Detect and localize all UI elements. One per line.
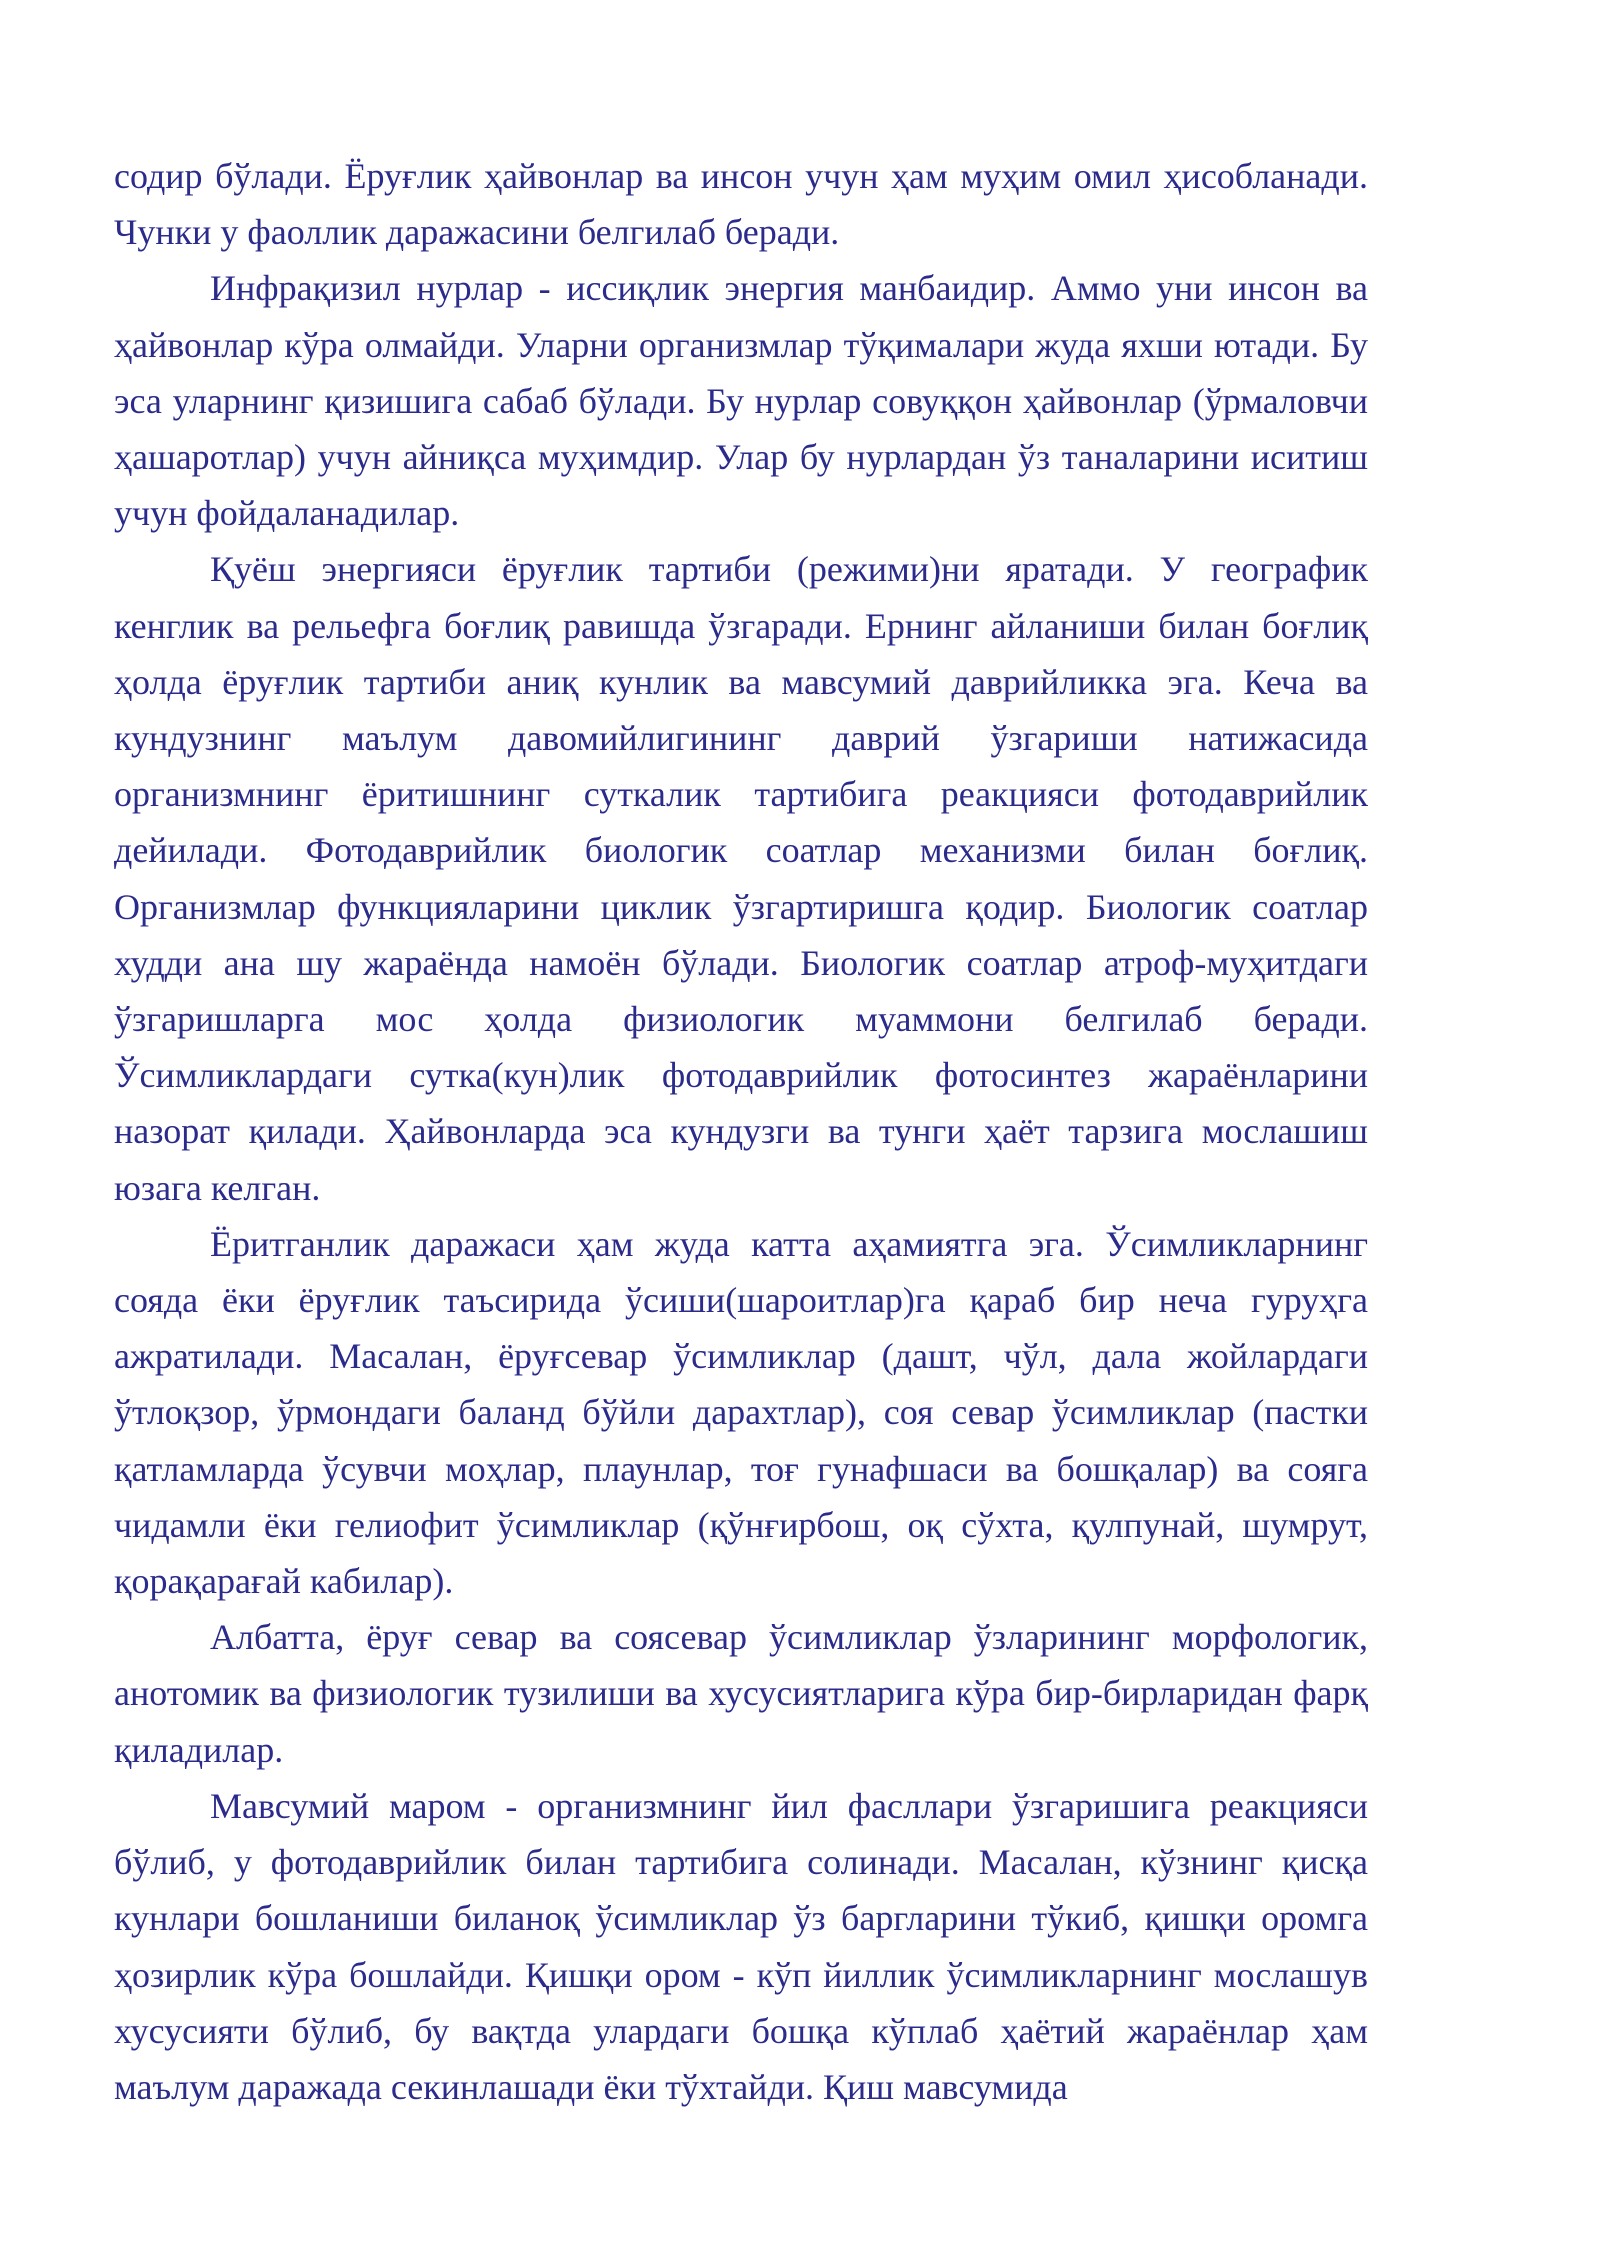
paragraph-seasonal-rhythm: Мавсумий маром - организмнинг йил фасллари ўзгаришига реакцияси бўлиб, у фотодаврийлик билан тартибига солинади. Масалан, кўзнинг қисқа кунлари бошланиши биланоқ ўсимликлар ўз баргларини тўкиб, қишқи оромга ҳозирлик кўра бошлайди. Қишқи ором - кўп йиллик ўсимликларнинг мослашув хусусияти бўлиб, бу вақтда улардаги бошқа кўплаб ҳаётий жараёнлар ҳам маълум даражада секинлашади ёки тўхтайди. Қиш мавсумида (114, 1785, 1368, 2107)
paragraph-plant-differences: Албатта, ёруғ севар ва соясевар ўсимликлар ўзларининг морфологик, анотомик ва физиологик тузилиши ва хусусиятларига кўра бир-бирларидан фарқ қиладилар. (114, 1617, 1368, 1770)
paragraph-light-regime: Қуёш энергияси ёруғлик тартиби (режими)ни яратади. У географик кенглик ва рельефга боғлиқ равишда ўзгаради. Ернинг айланиши билан боғлиқ ҳолда ёруғлик тартиби аниқ кунлик ва мавсумий даврийликка эга. Кеча ва кундузнинг маълум давомийлигининг даврий ўзгариши натижасида организмнинг ёритишнинг суткалик тартибига реакцияси фотодаврийлик дейилади. Фотодаврийлик биологик соатлар механизми билан боғлиқ. Организмлар функцияларини циклик ўзгартиришга қодир. Биологик соатлар худди ана шу жараёнда намоён бўлади. Биологик соатлар атроф-муҳитдаги ўзгаришларга мос ҳолда физиологик муаммони белгилаб беради. Ўсимликлардаги сутка(кун)лик фотодаврийлик фотосинтез жараёнларини назорат қилади. Ҳайвонларда эса кундузги ва тунги ҳаёт тарзига мослашиш юзага келган. (114, 549, 1368, 1208)
body-text (114, 148, 1368, 2115)
paragraph-continuation: содир бўлади. Ёруғлик ҳайвонлар ва инсон учун ҳам муҳим омил ҳисобланади. Чунки у фаоллик даражасини белгилаб беради. (114, 156, 1368, 253)
paragraph-illumination-level: Ёритганлик даражаси ҳам жуда катта аҳамиятга эга. Ўсимликларнинг сояда ёки ёруғлик таъсирида ўсиши(шароитлар)га қараб бир неча гуруҳга ажратилади. Масалан, ёруғсевар ўсимликлар (дашт, чўл, дала жойлардаги ўтлоқзор, ўрмондаги баланд бўйли дарахтлар), соя севар ўсимликлар (пастки қатламларда ўсувчи моҳлар, плаунлар, тоғ гунафшаси ва бошқалар) ва сояга чидамли ёки гелиофит ўсимликлар (қўнғирбош, оқ сўхта, қулпунай, шумрут, қорақарағай кабилар). (114, 1223, 1368, 1602)
paragraph-infrared: Инфрақизил нурлар - иссиқлик энергия манбаидир. Аммо уни инсон ва ҳайвонлар кўра олмайди. Уларни организмлар тўқималари жуда яхши ютади. Бу эса уларнинг қизишига сабаб бўлади. Бу нурлар совуққон ҳайвонлар (ўрмаловчи ҳашаротлар) учун айниқса муҳимдир. Улар бу нурлардан ўз таналарини иситиш учун фойдаланадилар. (114, 268, 1368, 534)
